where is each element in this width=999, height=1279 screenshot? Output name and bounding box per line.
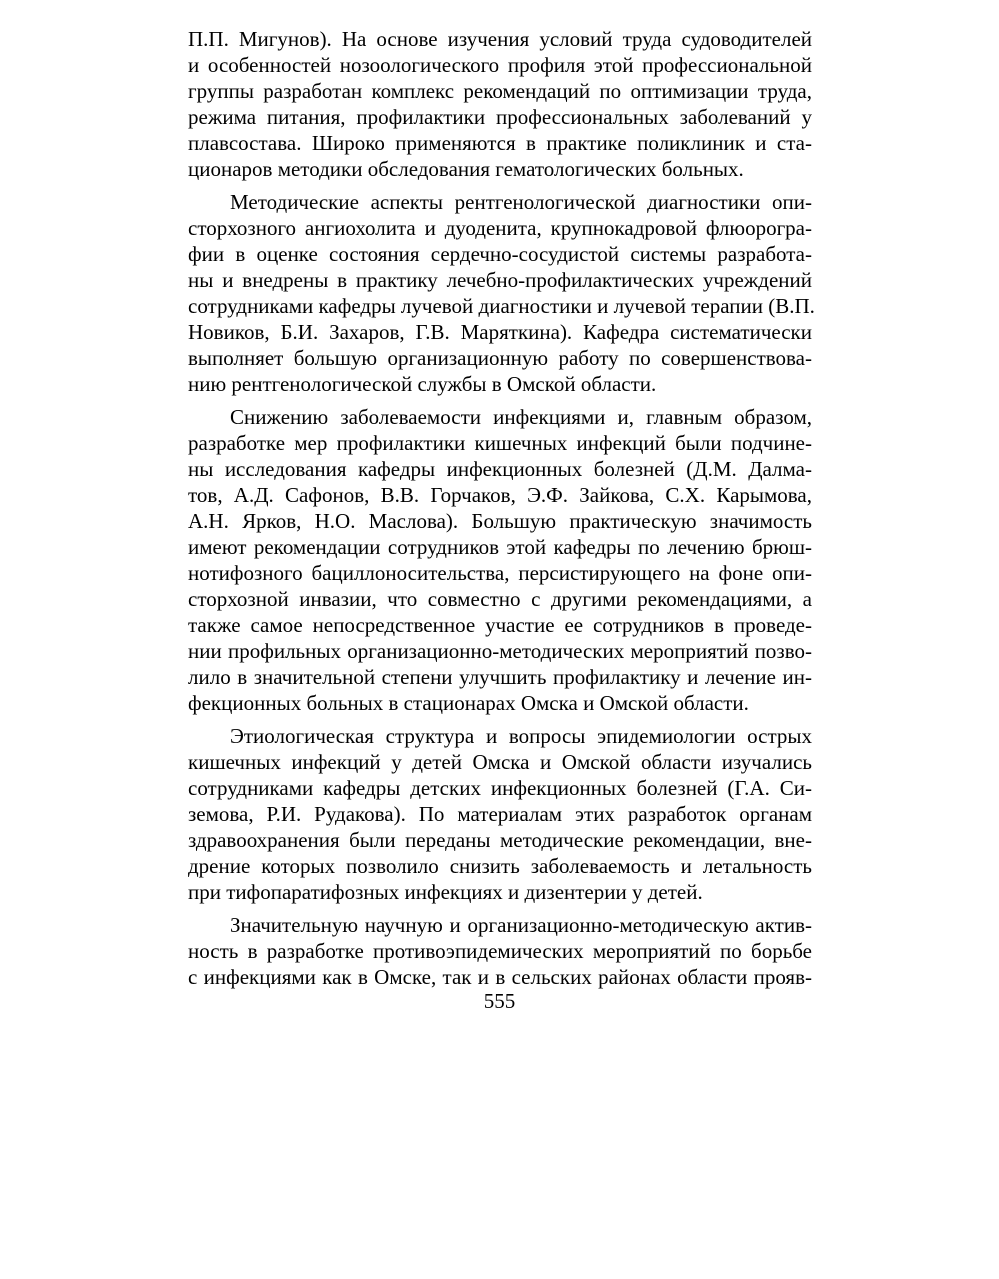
text-line: нотифозного бациллоносительства, персистирующего на фоне опи- bbox=[188, 561, 812, 585]
text-line: Методические аспекты рентгенологической диагностики опи- bbox=[230, 190, 812, 214]
body-text bbox=[188, 26, 815, 997]
paragraph-3 bbox=[188, 404, 812, 716]
text-line: фекционных больных в стационарах Омска и Омской области. bbox=[188, 691, 749, 715]
page-number: 555 bbox=[483, 989, 516, 1013]
text-line: Новиков, Б.И. Захаров, Г.В. Маряткина). Кафедра систематически bbox=[188, 320, 812, 344]
text-line: ны и внедрены в практику лечебно-профилактических учреждений bbox=[188, 268, 812, 292]
text-line: режима питания, профилактики профессиональных заболеваний у bbox=[188, 105, 812, 129]
text-line: сторхозного ангиохолита и дуоденита, крупнокадровой флюорогра- bbox=[188, 216, 812, 240]
text-line: имеют рекомендации сотрудников этой кафедры по лечению брюш- bbox=[188, 535, 812, 559]
text-line: выполняет большую организационную работу по совершенствова- bbox=[188, 346, 812, 370]
paragraph-2 bbox=[188, 189, 815, 397]
text-line: плавсостава. Широко применяются в практике поликлиник и ста- bbox=[188, 131, 812, 155]
text-line: Этиологическая структура и вопросы эпидемиологии острых bbox=[230, 724, 812, 748]
text-line: Значительную научную и организационно-методическую актив- bbox=[230, 913, 812, 937]
text-line: земова, Р.И. Рудакова). По материалам этих разработок органам bbox=[188, 802, 812, 826]
text-line: лило в значительной степени улучшить профилактику и лечение ин- bbox=[188, 665, 812, 689]
text-line: с инфекциями как в Омске, так и в сельских районах области прояв- bbox=[188, 965, 812, 989]
text-line: А.Н. Ярков, Н.О. Маслова). Большую практическую значимость bbox=[188, 509, 812, 533]
text-line: группы разработан комплекс рекомендаций по оптимизации труда, bbox=[188, 79, 812, 103]
text-line: П.П. Мигунов). На основе изучения условий труда судоводителей bbox=[188, 27, 812, 51]
text-line: сотрудниками кафедры лучевой диагностики и лучевой терапии (В.П. bbox=[188, 294, 815, 318]
text-line: и особенностей нозоологического профиля этой профессиональной bbox=[188, 53, 812, 77]
text-line: тов, А.Д. Сафонов, В.В. Горчаков, Э.Ф. Зайкова, С.Х. Карымова, bbox=[188, 483, 812, 507]
paragraph-4 bbox=[188, 723, 812, 905]
text-line: при тифопаратифозных инфекциях и дизентерии у детей. bbox=[188, 880, 703, 904]
text-line: ны исследования кафедры инфекционных болезней (Д.М. Далма- bbox=[188, 457, 812, 481]
text-line: разработке мер профилактики кишечных инфекций были подчине- bbox=[188, 431, 812, 455]
text-line: также самое непосредственное участие ее сотрудников в проведе- bbox=[188, 613, 812, 637]
text-line: ность в разработке противоэпидемических мероприятий по борьбе bbox=[188, 939, 812, 963]
text-line: нию рентгенологической службы в Омской области. bbox=[188, 372, 657, 396]
text-line: кишечных инфекций у детей Омска и Омской области изучались bbox=[188, 750, 812, 774]
text-line: нии профильных организационно-методических мероприятий позво- bbox=[188, 639, 812, 663]
text-line: ционаров методики обследования гематологических больных. bbox=[188, 157, 744, 181]
text-line: дрение которых позволило снизить заболеваемость и летальность bbox=[188, 854, 812, 878]
text-line: фии в оценке состояния сердечно-сосудистой системы разработа- bbox=[188, 242, 812, 266]
paragraph-1 bbox=[188, 26, 812, 182]
text-line: здравоохранения были переданы методические рекомендации, вне- bbox=[188, 828, 812, 852]
text-line: сторхозной инвазии, что совместно с другими рекомендациями, а bbox=[188, 587, 812, 611]
paragraph-5 bbox=[188, 912, 812, 990]
text-line: сотрудниками кафедры детских инфекционных болезней (Г.А. Си- bbox=[188, 776, 812, 800]
text-line: Снижению заболеваемости инфекциями и, главным образом, bbox=[230, 405, 812, 429]
